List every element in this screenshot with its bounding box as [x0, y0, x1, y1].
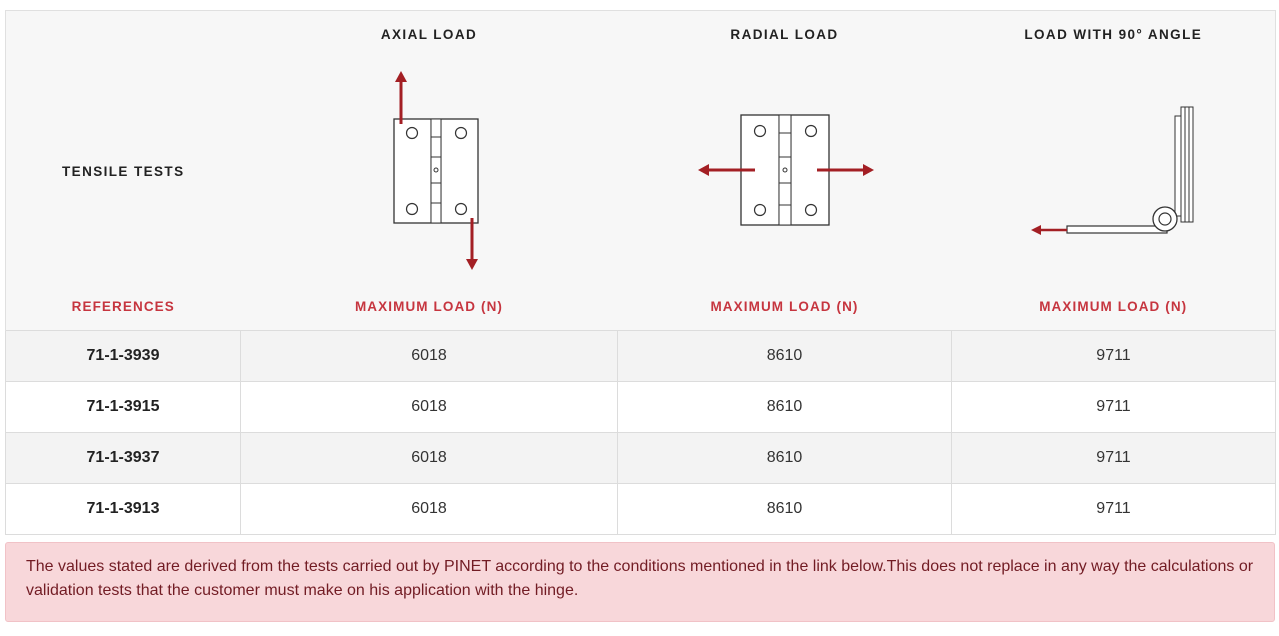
reference-cell: 71-1-3939	[6, 331, 241, 382]
axial-value-cell: 6018	[241, 484, 618, 535]
axial-value-cell: 6018	[241, 382, 618, 433]
radial-load-subtitle: MAXIMUM LOAD (N)	[710, 299, 859, 314]
radial-value-cell: 8610	[618, 331, 952, 382]
radial-load-hinge-icon	[618, 66, 952, 286]
angle-load-hinge-icon	[952, 66, 1276, 286]
header-angle-load	[952, 11, 1276, 331]
axial-value-cell: 6018	[241, 433, 618, 484]
disclaimer-text: The values stated are derived from the tests carried out by PINET according to the conditions mentioned in the link below.This does not replace in any way the calculations or validation tests that the customer must make on his application with the hinge.	[26, 558, 1254, 599]
table-header-row	[6, 11, 1276, 331]
radial-value-cell: 8610	[618, 382, 952, 433]
angle-load-title: LOAD WITH 90° ANGLE	[1024, 27, 1203, 42]
reference-cell: 71-1-3913	[6, 484, 241, 535]
axial-load-subtitle: MAXIMUM LOAD (N)	[354, 299, 504, 314]
reference-cell: 71-1-3937	[6, 433, 241, 484]
angle-value-cell: 9711	[952, 331, 1276, 382]
angle-value-cell: 9711	[952, 433, 1276, 484]
angle-value-cell: 9711	[952, 382, 1276, 433]
tensile-tests-table	[5, 10, 1275, 535]
table-row	[6, 484, 1276, 535]
axial-load-hinge-icon	[241, 66, 618, 286]
table-row	[6, 331, 1276, 382]
radial-value-cell: 8610	[618, 484, 952, 535]
table-row	[6, 433, 1276, 484]
radial-value-cell: 8610	[618, 433, 952, 484]
axial-load-title: AXIAL LOAD	[380, 27, 478, 42]
radial-load-title: RADIAL LOAD	[730, 27, 839, 42]
tensile-tests-label: TENSILE TESTS	[62, 164, 185, 179]
disclaimer-alert	[5, 542, 1275, 622]
angle-load-subtitle: MAXIMUM LOAD (N)	[1039, 299, 1188, 314]
axial-value-cell: 6018	[241, 331, 618, 382]
references-label: REFERENCES	[71, 299, 175, 314]
header-axial-load	[241, 11, 618, 331]
reference-cell: 71-1-3915	[6, 382, 241, 433]
header-label-cell	[6, 11, 241, 331]
angle-value-cell: 9711	[952, 484, 1276, 535]
table-row	[6, 382, 1276, 433]
header-radial-load	[618, 11, 952, 331]
